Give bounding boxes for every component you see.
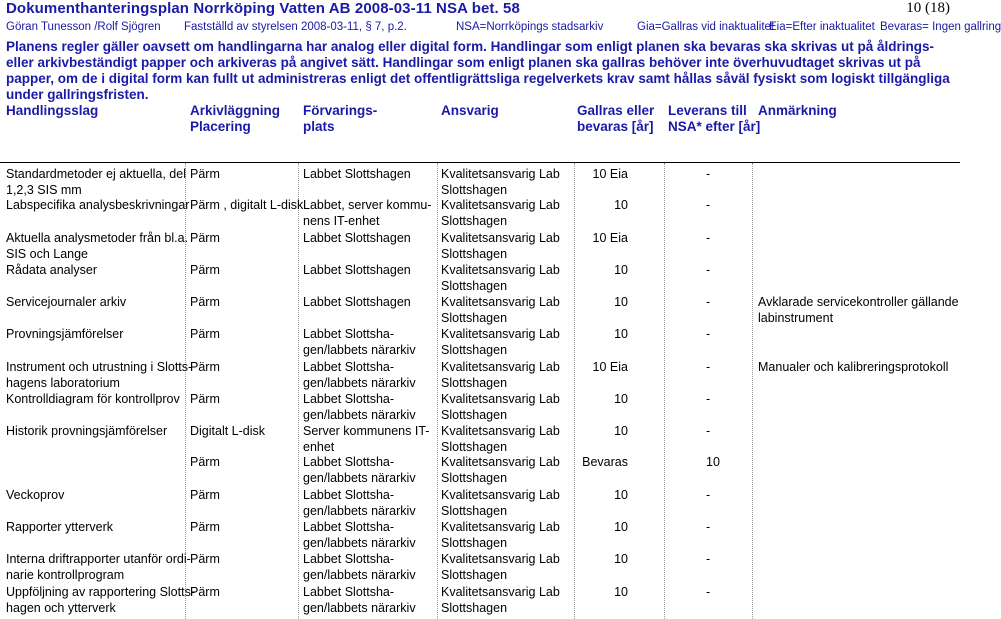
cell-handlingsslag: Provningsjämförelser	[6, 327, 124, 341]
cell-gallras: 10	[614, 488, 628, 502]
cell-forvaringsplats: Labbet Slottsha- gen/labbets närarkiv	[303, 392, 416, 422]
cell-anmarkning: Manualer och kalibreringsprotokoll	[758, 360, 949, 374]
authors: Göran Tunesson /Rolf Sjögren	[6, 21, 161, 33]
cell-placering: Pärm	[190, 263, 220, 277]
cell-forvaringsplats: Labbet Slottsha- gen/labbets närarkiv	[303, 360, 416, 390]
header-anmarkning: Anmärkning	[758, 103, 837, 118]
cell-placering: Pärm	[190, 392, 220, 406]
cell-gallras: 10	[614, 552, 628, 566]
cell-gallras: 10 Eia	[592, 231, 628, 245]
cell-forvaringsplats: Server kommunens IT- enhet Labbet Slottsha- gen/labbets närarkiv	[303, 424, 430, 485]
cell-placering: Digitalt L-disk Pärm	[190, 424, 266, 469]
cell-leverans: -	[706, 295, 711, 309]
cell-gallras: 10	[614, 263, 628, 277]
cell-leverans: -	[706, 520, 711, 534]
cell-forvaringsplats: Labbet Slottshagen	[303, 167, 411, 181]
column-divider	[752, 163, 753, 619]
cell-leverans: -	[706, 585, 711, 599]
cell-ansvarig: Kvalitetsansvarig Lab Slottshagen	[441, 488, 560, 518]
cell-handlingsslag: Kontrolldiagram för kontrollprov	[6, 392, 180, 406]
cell-leverans: - 10	[706, 424, 720, 469]
legend-gia: Gia=Gallras vid inaktualitet	[637, 21, 775, 33]
cell-ansvarig: Kvalitetsansvarig Lab Slottshagen Kvalitetsansvarig Lab Slottshagen	[441, 424, 560, 485]
cell-gallras: 10	[614, 198, 628, 212]
cell-ansvarig: Kvalitetsansvarig Lab Slottshagen	[441, 167, 560, 197]
cell-leverans: -	[706, 198, 711, 212]
cell-leverans: -	[706, 392, 711, 406]
cell-placering: Pärm	[190, 295, 220, 309]
cell-handlingsslag: Servicejournaler arkiv	[6, 295, 127, 309]
cell-placering: Pärm	[190, 231, 220, 245]
cell-leverans: -	[706, 488, 711, 502]
cell-forvaringsplats: Labbet Slottshagen	[303, 231, 411, 245]
cell-ansvarig: Kvalitetsansvarig Lab Slottshagen	[441, 198, 560, 228]
cell-placering: Pärm	[190, 552, 220, 566]
cell-gallras: 10	[614, 585, 628, 599]
table-header-rule	[0, 162, 960, 163]
cell-leverans: -	[706, 327, 711, 341]
cell-handlingsslag: Labspecifika analysbeskrivningar	[6, 198, 190, 212]
cell-ansvarig: Kvalitetsansvarig Lab Slottshagen	[441, 231, 560, 261]
cell-leverans: -	[706, 231, 711, 245]
header-leverans: Leverans till NSA* efter [år]	[668, 103, 761, 134]
cell-forvaringsplats: Labbet Slottsha- gen/labbets närarkiv	[303, 488, 416, 518]
cell-ansvarig: Kvalitetsansvarig Lab Slottshagen	[441, 327, 560, 357]
cell-handlingsslag: Rådata analyser	[6, 263, 98, 277]
handling-notice: Planens regler gäller oavsett om handlingarna har analog eller digital form. Handlingar som enligt planen ska bevaras ska skrivas ut på åldrings- eller arkivbeständigt papper och arkiveras på angivet sätt. Handlingar som enligt planen ska gallras behöver inte överhuvudtaget skrivas ut på papper, om de i digital form kan fullt ut administreras enligt det offentligrättsliga regelverkets krav samt hållas såväl fysiskt som logiskt tillgängliga under gallringsfristen.	[6, 39, 950, 102]
cell-leverans: -	[706, 263, 711, 277]
column-divider	[298, 163, 299, 619]
cell-forvaringsplats: Labbet Slottsha- gen/labbets närarkiv	[303, 585, 416, 615]
cell-gallras: 10	[614, 327, 628, 341]
cell-ansvarig: Kvalitetsansvarig Lab Slottshagen	[441, 585, 560, 615]
cell-gallras: 10	[614, 520, 628, 534]
cell-placering: Pärm , digitalt L-disk	[190, 198, 304, 212]
legend-eia: Eia=Efter inaktualitet	[769, 21, 875, 33]
cell-handlingsslag: Uppföljning av rapportering Slotts- hagen och ytterverk	[6, 585, 195, 615]
cell-handlingsslag: Veckoprov	[6, 488, 65, 502]
cell-forvaringsplats: Labbet, server kommu- nens IT-enhet	[303, 198, 432, 228]
cell-handlingsslag: Rapporter ytterverk	[6, 520, 113, 534]
cell-ansvarig: Kvalitetsansvarig Lab Slottshagen	[441, 263, 560, 293]
adopted-note: Fastställd av styrelsen 2008-03-11, § 7, p.2.	[184, 21, 407, 33]
cell-forvaringsplats: Labbet Slottshagen	[303, 263, 411, 277]
cell-ansvarig: Kvalitetsansvarig Lab Slottshagen	[441, 360, 560, 390]
cell-placering: Pärm	[190, 488, 220, 502]
cell-gallras: 10 Bevaras	[582, 424, 628, 469]
cell-gallras: 10 Eia	[592, 167, 628, 181]
header-forvaringsplats: Förvarings- plats	[303, 103, 378, 134]
header-arkivlaggning: Arkivläggning Placering	[190, 103, 281, 134]
legend-bevaras: Bevaras= Ingen gallring	[880, 21, 1001, 33]
cell-ansvarig: Kvalitetsansvarig Lab Slottshagen	[441, 520, 560, 550]
cell-placering: Pärm	[190, 360, 220, 374]
cell-handlingsslag: Interna driftrapporter utanför ordi- narie kontrollprogram	[6, 552, 191, 582]
column-divider	[437, 163, 438, 619]
cell-gallras: 10	[614, 392, 628, 406]
cell-handlingsslag: Historik provningsjämförelser	[6, 424, 168, 438]
cell-forvaringsplats: Labbet Slottshagen	[303, 295, 411, 309]
cell-handlingsslag: Standardmetoder ej aktuella, del 1,2,3 SIS mm	[6, 167, 186, 197]
cell-placering: Pärm	[190, 167, 220, 181]
cell-leverans: -	[706, 552, 711, 566]
cell-ansvarig: Kvalitetsansvarig Lab Slottshagen	[441, 392, 560, 422]
cell-placering: Pärm	[190, 327, 220, 341]
cell-gallras: 10 Eia	[592, 360, 628, 374]
cell-handlingsslag: Aktuella analysmetoder från bl.a. SIS och Lange	[6, 231, 189, 261]
cell-leverans: -	[706, 360, 711, 374]
cell-gallras: 10	[614, 295, 628, 309]
header-ansvarig: Ansvarig	[441, 103, 499, 118]
cell-handlingsslag: Instrument och utrustning i Slotts- hagens laboratorium	[6, 360, 193, 390]
cell-placering: Pärm	[190, 520, 220, 534]
legend-nsa: NSA=Norrköpings stadsarkiv	[456, 21, 604, 33]
header-handlingsslag: Handlingsslag	[6, 103, 99, 118]
cell-forvaringsplats: Labbet Slottsha- gen/labbets närarkiv	[303, 520, 416, 550]
page-number: 10 (18)	[906, 0, 950, 16]
cell-ansvarig: Kvalitetsansvarig Lab Slottshagen	[441, 295, 560, 325]
cell-leverans: -	[706, 167, 711, 181]
document-title: Dokumenthanteringsplan Norrköping Vatten AB 2008-03-11 NSA bet. 58	[6, 0, 520, 17]
cell-anmarkning: Avklarade servicekontroller gällande labinstrument	[758, 295, 959, 325]
cell-forvaringsplats: Labbet Slottsha- gen/labbets närarkiv	[303, 552, 416, 582]
header-gallras: Gallras eller bevaras [år]	[577, 103, 655, 134]
cell-forvaringsplats: Labbet Slottsha- gen/labbets närarkiv	[303, 327, 416, 357]
cell-ansvarig: Kvalitetsansvarig Lab Slottshagen	[441, 552, 560, 582]
column-divider	[664, 163, 665, 619]
cell-placering: Pärm	[190, 585, 220, 599]
